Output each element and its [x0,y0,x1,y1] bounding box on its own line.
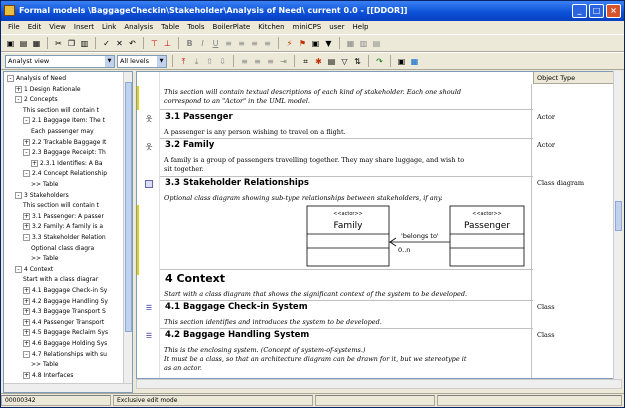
window-title: Formal models \BaggageCheckin\Stakeholder\Analysis of Need\ current 0.0 - [[DDOR]] [19,6,408,15]
tree-item-label: >> Table [31,181,59,188]
expand-icon[interactable]: + [16,85,22,93]
insert-below-icon[interactable]: ⊥ [164,38,171,48]
tree-item[interactable] [23,212,104,222]
tree-item-label: 4.5 Baggage Reclaim Sys [32,329,109,337]
passenger-text: A passenger is any person wishing to travel on a flight. [164,128,346,136]
delete-icon[interactable]: ✕ [116,38,123,48]
tree-item[interactable] [23,138,106,148]
tree-item-label: Each passenger may [31,128,94,135]
expand-icon[interactable]: + [24,308,30,316]
trace-icon[interactable]: ⚑ [298,38,307,48]
context-text: Start with a class diagram that shows the significant context of the system to be developed. [164,290,468,298]
family-class-name: Family [333,221,363,231]
heading-4: 4 Context [165,272,226,285]
menu-insert[interactable]: Insert [73,23,94,31]
expand-icon[interactable]: + [24,297,30,305]
menu-user[interactable]: user [329,23,345,31]
minimize-button[interactable]: _ [572,4,587,18]
tree-vertical-scrollbar[interactable] [123,72,132,392]
menu-bar [1,21,624,34]
heading-3-1: 3.1 Passenger [165,112,233,122]
menu-file[interactable]: File [8,23,20,31]
tree-item-label: 1 Design Rationale [24,85,81,93]
tree-horizontal-scrollbar[interactable] [4,383,132,392]
tree-item[interactable] [31,244,94,254]
multiplicity-label: 0..n [398,246,411,254]
handling-text-line2: It must be a class, so that an architecture diagram can be drawn for it, but we stereotype it [164,355,467,363]
chevron-down-icon: ▼ [105,56,114,67]
align-center-icon[interactable]: ≡ [254,56,261,66]
print-icon[interactable]: ▤ [19,38,28,48]
tag-icon[interactable]: ⌗ [303,56,308,66]
tree-item-label: 2.2 Trackable Baggage It [32,138,107,146]
tree-item-label: 2 Concepts [24,96,58,104]
menu-minicps[interactable]: miniCPS [292,23,322,31]
tree-item[interactable] [23,328,108,338]
object-icon[interactable]: ▣ [311,38,320,48]
actor-icon: 웃 [145,143,153,151]
tree-item-label: 4.2 Baggage Handling Sy [32,297,108,305]
family-text-line1: A family is a group of passengers travelling together. They may share luggage, and wish to [164,156,465,164]
collapse-icon[interactable]: - [23,351,30,358]
close-button[interactable]: × [606,4,621,18]
tree-item-label: >> Table [31,361,59,369]
object-type-4-2: Class [537,331,555,339]
tree-item-label: Optional class diagra [31,244,95,252]
tree-item[interactable] [31,254,58,264]
tree-item[interactable] [23,148,106,158]
heading-3-3: 3.3 Stakeholder Relationships [165,178,309,188]
tree-item[interactable] [31,360,58,370]
move-down-icon[interactable]: ⇩ [219,56,226,66]
object-type-4-1: Class [537,303,555,311]
handling-text-line1: This is the enclosing system. (Concept of system-of-systems.) [164,346,366,354]
app-icon [4,5,15,16]
tree-panel[interactable] [3,71,133,393]
row-icon[interactable]: ▤ [372,38,381,48]
status-bar [1,393,624,407]
main-toolbar [1,34,624,52]
tree-item[interactable] [15,265,53,275]
tree-item-label: 2.1 Baggage Item: The t [32,117,105,125]
filter-icon[interactable]: ▽ [341,56,348,66]
tree-item[interactable] [23,350,107,360]
change-marker [137,205,139,275]
tree-item[interactable] [23,222,103,232]
intro-text-line1: This section will contain textual descriptions of each kind of stakeholder. Each one should [164,88,462,96]
object-type-3-3: Class diagram [537,179,585,187]
class-icon: ☰ [145,332,153,340]
tree-item[interactable] [23,201,99,211]
menu-edit[interactable]: Edit [27,23,42,31]
passenger-stereotype: <<actor>> [472,211,502,217]
menu-help[interactable]: Help [352,23,369,31]
tree-item-label: 3 Stakeholders [24,191,69,199]
tree-item[interactable] [23,169,107,179]
tree-item-label: 2.4 Concept Relationship [32,170,108,178]
tree-item[interactable] [23,116,105,126]
menu-kitchen[interactable]: Kitchen [258,23,285,31]
demote-icon[interactable]: ⤓ [194,56,199,66]
heading-3-2: 3.2 Family [165,140,215,150]
tree-item[interactable] [23,275,98,285]
class-icon: ☰ [145,304,153,312]
family-stereotype: <<actor>> [333,211,363,217]
tree-item-label: Start with a class diagrar [23,276,99,284]
justify-icon[interactable]: ≡ [264,38,271,48]
align-left-icon[interactable]: ≡ [225,38,232,48]
collapse-icon[interactable]: - [23,117,30,124]
tree-item[interactable] [31,159,103,169]
tree-item-label: 3.1 Passenger: A passer [32,212,104,220]
document-view[interactable] [136,71,622,379]
undo-icon[interactable]: ↶ [129,38,136,48]
tree-item[interactable] [23,371,73,381]
tree-item-label: 3.3 Stakeholder Relation [32,234,106,241]
passenger-class-name: Passenger [463,221,511,231]
tree-item[interactable] [23,307,106,317]
save-icon[interactable]: ▣ [6,38,15,48]
menu-tools[interactable]: Tools [187,23,205,31]
collapse-icon[interactable]: - [15,96,22,103]
tree-item[interactable] [31,127,94,137]
sort-icon[interactable]: ⇅ [354,56,361,66]
status-edit-mode: Exclusive edit mode [113,395,313,406]
expand-icon[interactable]: + [24,212,30,220]
maximize-button[interactable]: □ [589,4,604,18]
align-center-icon[interactable]: ≡ [238,38,245,48]
sync-icon[interactable]: ↷ [376,56,383,66]
italic-icon[interactable]: I [201,38,204,48]
tree-item-label: >> Table [31,255,59,263]
paste-icon[interactable]: ▥ [80,38,89,48]
chevron-down-icon: ▼ [157,56,166,67]
tree-item[interactable] [15,191,69,201]
association-label: 'belongs to' [401,232,439,240]
column-icon[interactable]: ▥ [359,38,368,48]
expand-icon[interactable]: + [24,340,30,347]
properties-icon[interactable]: ✱ [315,56,322,66]
document-vertical-scrollbar[interactable] [613,71,622,379]
change-marker [137,86,139,110]
spellcheck-icon[interactable]: ✓ [103,38,110,48]
relationships-text: Optional class diagram showing sub-type relationships between stakeholders, if any. [164,194,443,202]
expand-icon[interactable]: + [24,371,30,379]
collapse-icon[interactable]: - [23,149,30,156]
collapse-icon[interactable]: - [15,266,22,273]
handling-text-line3: as an actor. [164,364,202,372]
title-bar[interactable] [1,1,624,21]
checkin-text: This section identifies and introduces the system to be developed. [164,318,382,326]
tree-item[interactable] [23,339,107,349]
expand-icon[interactable]: + [32,159,38,167]
align-right-icon[interactable]: ≡ [251,38,258,48]
cut-icon[interactable]: ✂ [55,38,62,48]
tree-item[interactable] [23,233,106,243]
align-left-icon[interactable]: ≡ [241,56,248,66]
underline-icon[interactable]: U [212,38,219,48]
tree-item-label: 2.3.1 Identifies: A Ba [40,159,103,167]
tree-item[interactable] [23,318,104,328]
tree-item[interactable] [7,74,66,84]
tree-item[interactable] [23,297,108,307]
menu-view[interactable]: View [49,23,66,31]
tree-item[interactable] [23,106,99,116]
tree-item-label: 4.7 Relationships with su [32,350,107,358]
tree-item[interactable] [15,85,81,95]
filter-icon[interactable]: ▼ [325,38,332,48]
status-object-id: 00000342 [1,395,111,406]
collapse-icon[interactable]: - [23,170,30,177]
heading-4-1: 4.1 Baggage Check-in System [165,302,308,312]
object-type-column-header[interactable]: Object Type [533,72,622,84]
diagram-icon[interactable]: ▦ [410,56,419,66]
align-right-icon[interactable]: ≡ [267,56,274,66]
menu-analysis[interactable]: Analysis [124,23,154,31]
view-select[interactable]: Analyst view ▼ [5,55,115,68]
tree-item-label: This section will contain t [23,106,100,114]
attribute-icon[interactable]: ▤ [327,56,336,66]
class-diagram-icon [145,180,153,188]
tree-item-label: 4.1 Baggage Check-in Sy [32,287,108,294]
table-icon[interactable]: ▦ [346,38,355,48]
indent-icon[interactable]: ⇥ [280,56,287,66]
collapse-icon[interactable]: - [23,234,30,241]
tree-item-label: Analysis of Need [16,75,66,82]
document-horizontal-scrollbar[interactable] [136,379,622,389]
tree-item-label: 4 Context [24,265,54,273]
tree-item-label: 4.6 Baggage Holding Sys [32,340,108,347]
bold-icon[interactable]: B [186,38,193,48]
collapse-icon[interactable]: - [7,75,14,82]
tree-item-label: 4.8 Interfaces [32,371,74,379]
view-toolbar [1,52,624,70]
expand-icon[interactable]: + [24,318,30,326]
model-icon[interactable]: ▣ [397,56,406,66]
intro-text-line2: correspond to an "Actor" in the UML model. [164,97,310,105]
object-type-3-1: Actor [537,113,555,121]
tree-item[interactable] [23,286,107,296]
tree-item-label: This section will contain t [23,202,100,210]
copy-icon[interactable]: ❐ [67,38,76,48]
actor-icon: 웃 [145,115,153,123]
print-preview-icon[interactable]: ▦ [32,38,41,48]
level-select[interactable]: All levels ▼ [117,55,167,68]
expand-icon[interactable]: + [24,223,30,231]
collapse-icon[interactable]: - [15,192,22,199]
tree-item-label: 3.2 Family: A family is a [32,223,104,231]
insert-above-icon[interactable]: ⊤ [151,38,158,48]
family-text-line2: sit together. [164,165,204,173]
tree-item-label: 4.3 Baggage Transport S [32,308,106,316]
stakeholder-class-diagram [305,204,527,274]
tree-item[interactable] [15,95,58,105]
menu-table[interactable]: Table [161,23,180,31]
expand-icon[interactable]: + [24,329,30,337]
move-up-icon[interactable]: ⇧ [206,56,213,66]
expand-icon[interactable]: + [24,287,30,294]
heading-4-2: 4.2 Baggage Handling System [165,330,310,340]
object-type-3-2: Actor [537,141,555,149]
menu-boilerplate[interactable]: BoilerPlate [212,23,251,31]
expand-icon[interactable]: + [24,138,30,146]
link-icon[interactable]: ⚡ [286,38,293,48]
tree-item[interactable] [31,180,58,190]
promote-icon[interactable]: ⤒ [181,56,186,66]
tree-item-label: 2.3 Baggage Receipt: Th [32,149,106,157]
menu-link[interactable]: Link [101,23,117,31]
tree-item-label: 4.4 Passenger Transport [32,318,105,326]
